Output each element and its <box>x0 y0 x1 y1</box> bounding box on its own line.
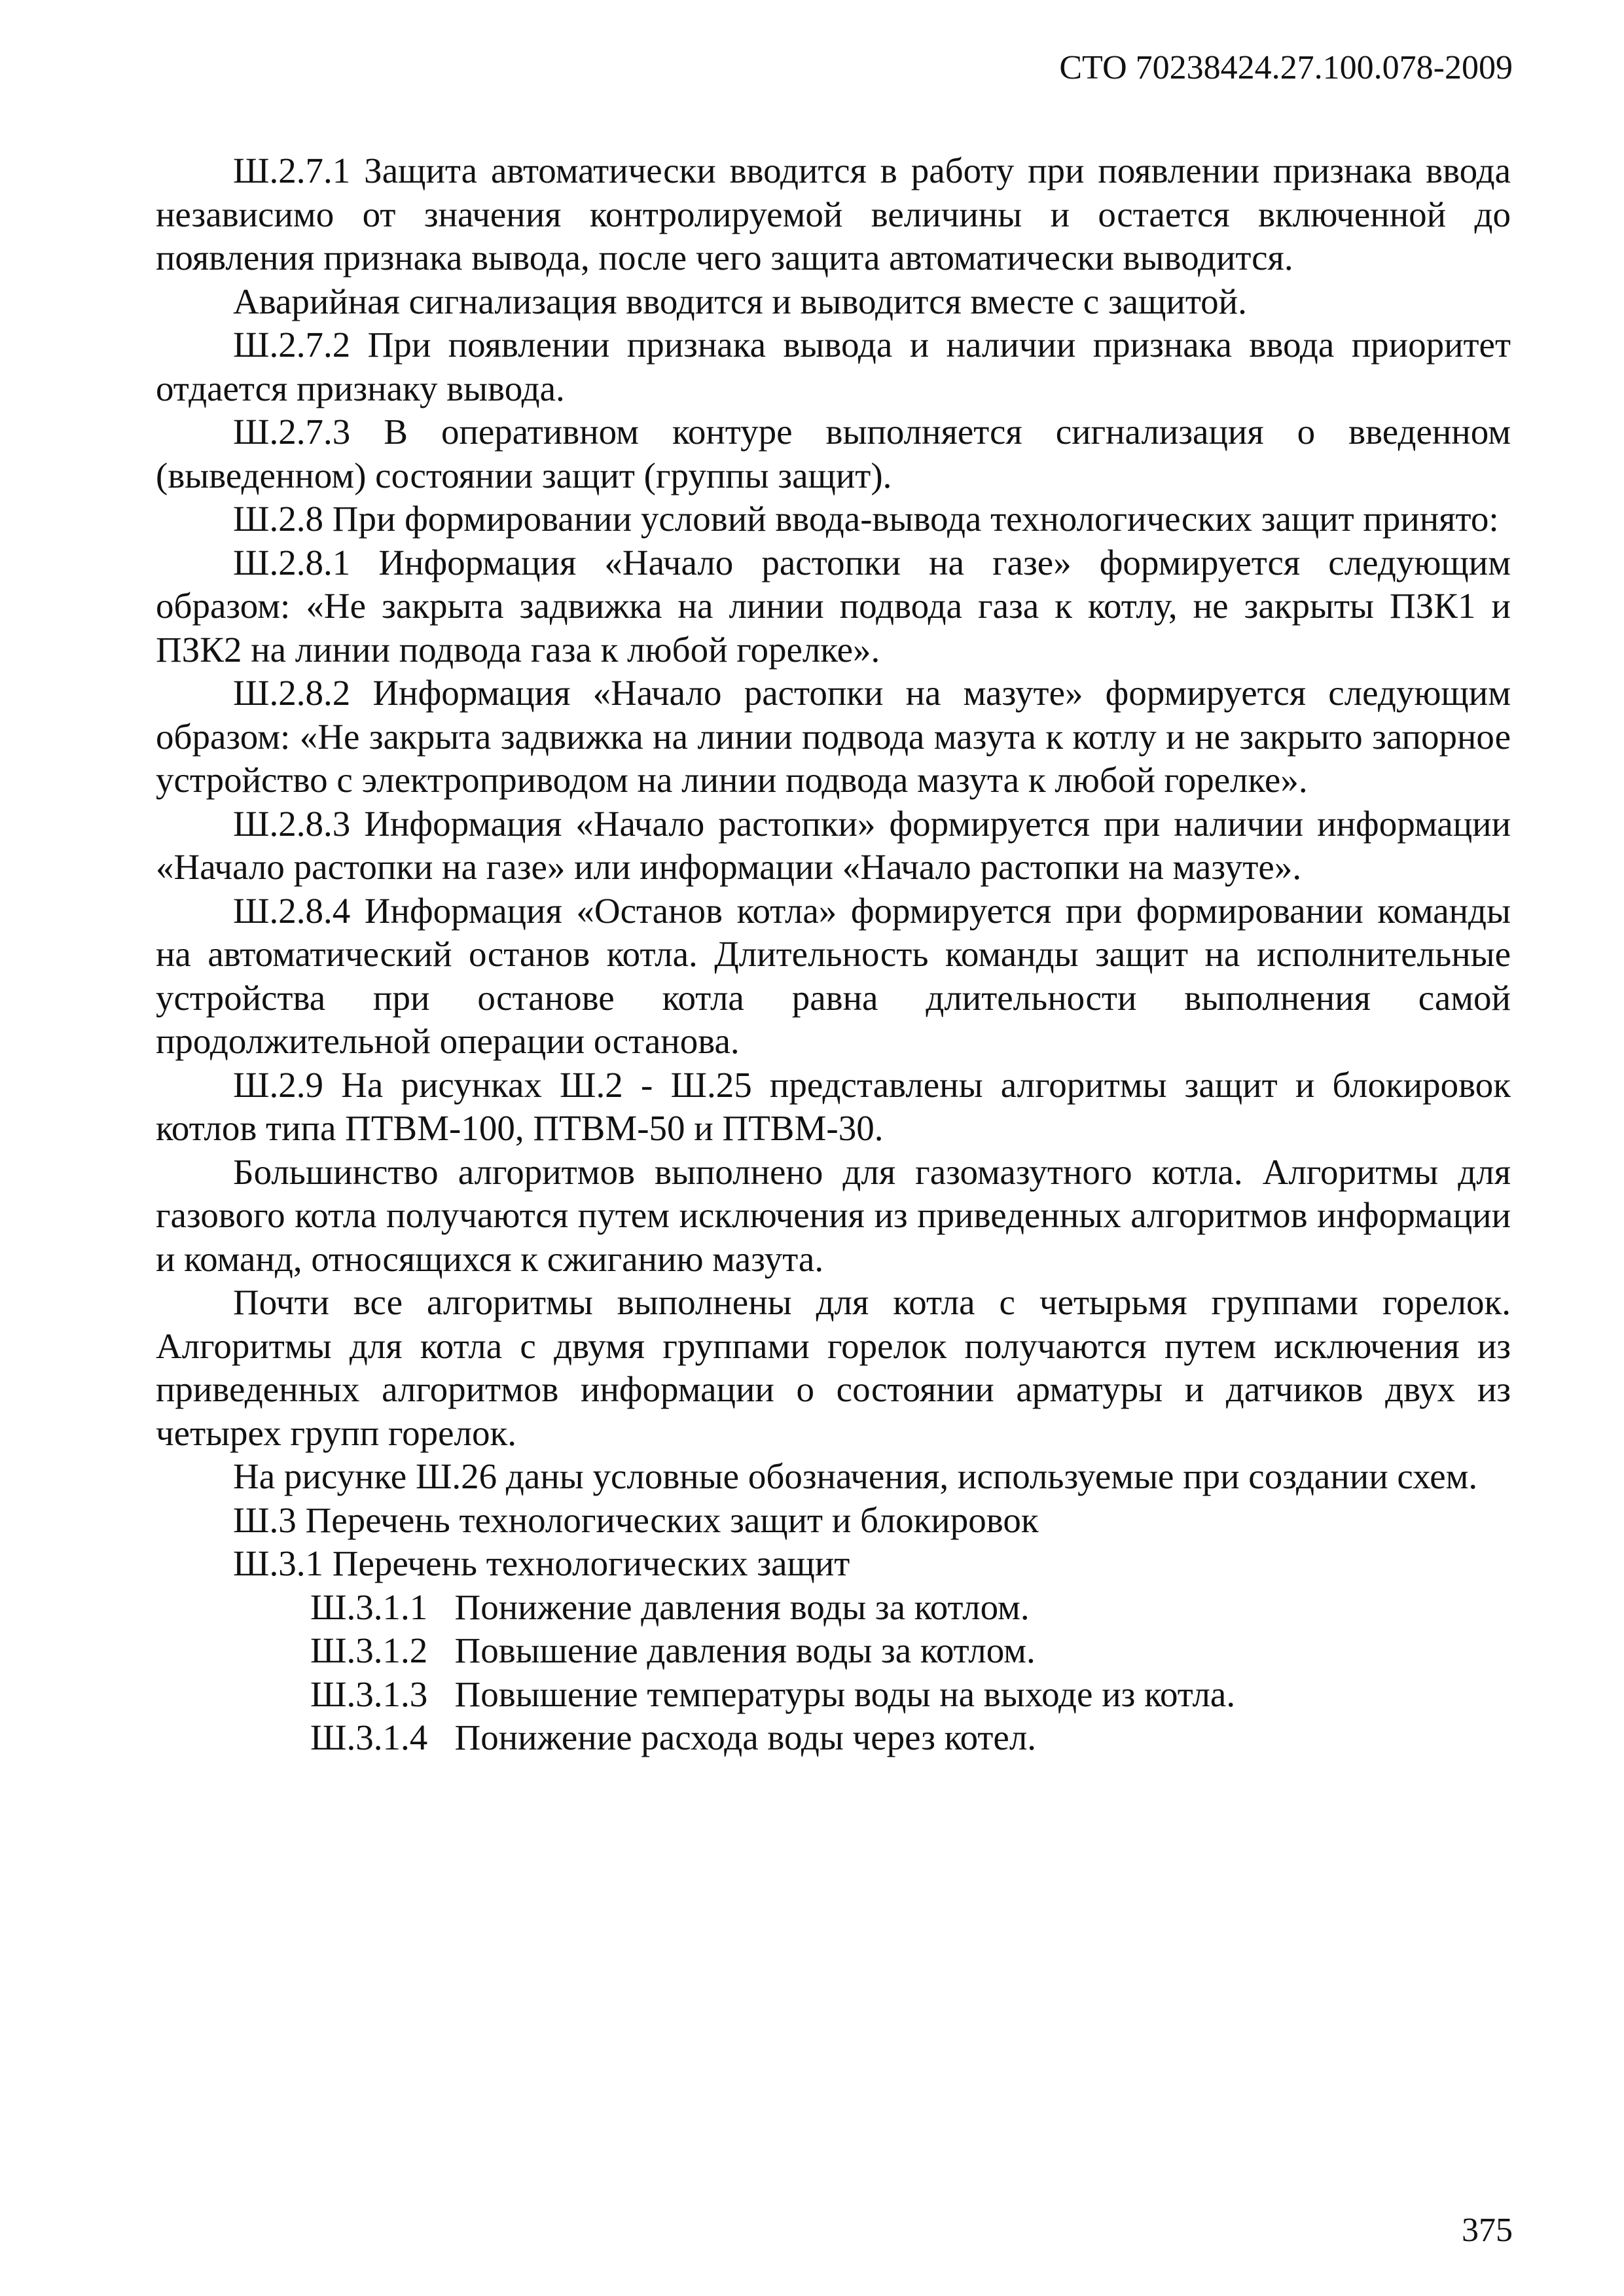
document-code-header: СТО 70238424.27.100.078-2009 <box>1059 49 1513 86</box>
paragraph-2-8-1: Ш.2.8.1 Информация «Начало растопки на газе» формируется следующим образом: «Не закрыта задвижка на линии подвода газа к котлу, не закрыты ПЗК1 и ПЗК2 на линии подвода газа к любой горелке». <box>156 542 1511 670</box>
list-item <box>156 1716 1511 1760</box>
list-item-text: Понижение давления воды за котлом. <box>454 1587 1030 1627</box>
paragraph-algorithms-gas: Большинство алгоритмов выполнено для газомазутного котла. Алгоритмы для газового котла получаются путем исключения из приведенных алгоритмов информации и команд, относящихся к сжиганию мазута. <box>156 1151 1511 1279</box>
list-item <box>156 1586 1511 1630</box>
paragraph-alarm: Аварийная сигнализация вводится и выводится вместе с защитой. <box>233 281 1247 321</box>
paragraph-2-9: Ш.2.9 На рисунках Ш.2 - Ш.25 представлены алгоритмы защит и блокировок котлов типа ПТВМ-100, ПТВМ-50 и ПТВМ-30. <box>156 1064 1511 1148</box>
list-item <box>156 1629 1511 1673</box>
page-number: 375 <box>1462 2212 1513 2249</box>
paragraph-algorithms-groups: Почти все алгоритмы выполнены для котла с четырьмя группами горелок. Алгоритмы для котла с двумя группами горелок получаются путем исключения из приведенных алгоритмов информации о состоянии арматуры и датчиков двух из четырех групп горелок. <box>156 1282 1511 1453</box>
list-item-number: Ш.3.1.3 <box>310 1674 428 1714</box>
document-body <box>156 149 1511 1760</box>
paragraph-2-8-2: Ш.2.8.2 Информация «Начало растопки на мазуте» формируется следующим образом: «Не закрыта задвижка на линии подвода мазута к котлу и не закрыто запорное устройство с электроприводом на линии подвода мазута к любой горелке». <box>156 673 1511 800</box>
paragraph-2-7-2: Ш.2.7.2 При появлении признака вывода и наличии признака ввода приоритет отдается признаку вывода. <box>156 325 1511 408</box>
list-item <box>156 1673 1511 1717</box>
paragraph-2-7-1: Ш.2.7.1 Защита автоматически вводится в работу при появлении признака ввода независимо от значения контролируемой величины и остается включенной до появления признака вывода, после чего защита автоматически выводится. <box>156 151 1511 278</box>
list-item-text: Повышение температуры воды на выходе из котла. <box>454 1674 1236 1714</box>
list-item-text: Понижение расхода воды через котел. <box>454 1717 1037 1757</box>
paragraph-2-7-3: Ш.2.7.3 В оперативном контуре выполняется сигнализация о введенном (выведенном) состоянии защит (группы защит). <box>156 412 1511 495</box>
paragraph-2-8-3: Ш.2.8.3 Информация «Начало растопки» формируется при наличии информации «Начало растопки на газе» или информации «Начало растопки на мазуте». <box>156 803 1511 887</box>
list-item-text: Повышение давления воды за котлом. <box>454 1630 1036 1670</box>
paragraph-2-8-4: Ш.2.8.4 Информация «Останов котла» формируется при формировании команды на автоматический останов котла. Длительность команды защит на исполнительные устройства при останове котла равна длительности выполнения самой продолжительной операции останова. <box>156 890 1511 1061</box>
list-item-number: Ш.3.1.4 <box>310 1717 428 1757</box>
list-item-number: Ш.3.1.1 <box>310 1587 428 1627</box>
subsection-heading: Ш.3.1 Перечень технологических защит <box>233 1543 850 1583</box>
section-heading: Ш.3 Перечень технологических защит и блокировок <box>233 1499 1039 1540</box>
paragraph-2-8: Ш.2.8 При формировании условий ввода-вывода технологических защит принято: <box>233 499 1499 539</box>
paragraph-legend: На рисунке Ш.26 даны условные обозначения, используемые при создании схем. <box>233 1456 1478 1496</box>
list-item-number: Ш.3.1.2 <box>310 1630 428 1670</box>
